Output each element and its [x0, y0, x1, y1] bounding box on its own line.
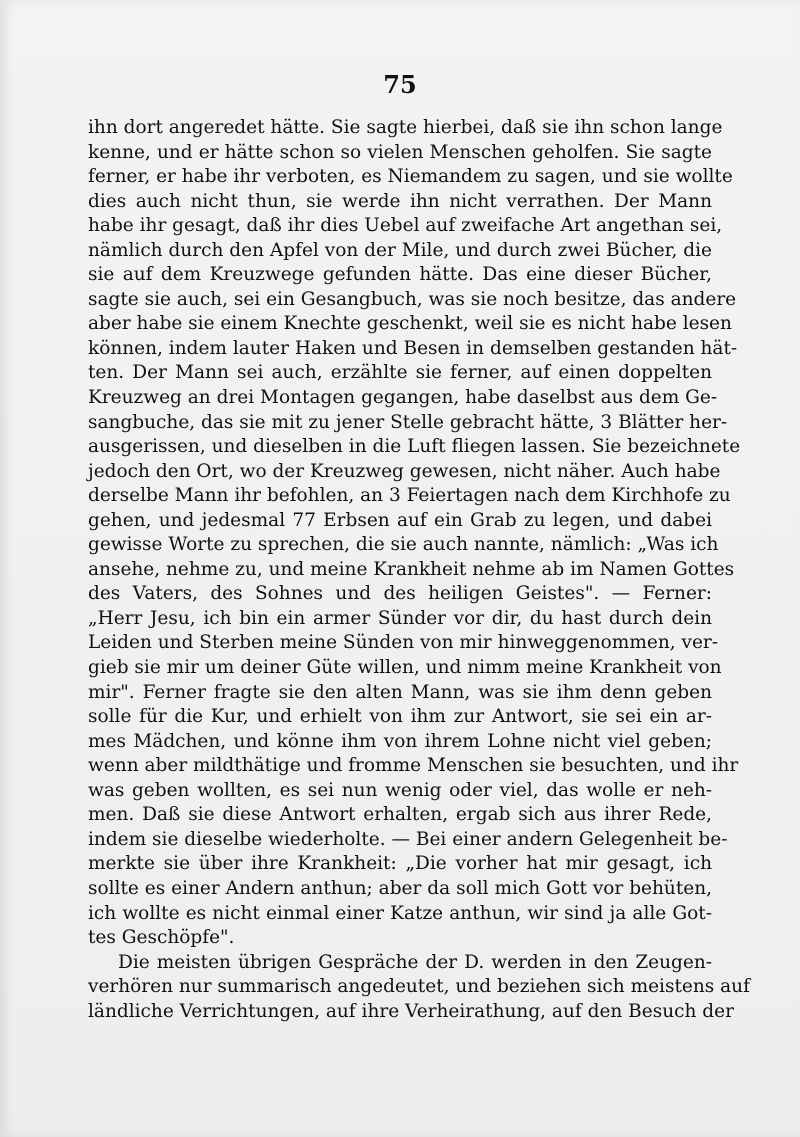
text-line: kenne, und er hätte schon so vielen Menschen geholfen. Sie sagte — [88, 141, 712, 163]
text-line: können, indem lauter Haken und Besen in demselben gestanden hät- — [88, 337, 738, 359]
page-number: 75 — [383, 70, 417, 99]
text-line: jedoch den Ort, wo der Kreuzweg gewesen, nicht näher. Auch habe — [88, 460, 721, 482]
text-line: ausgerissen, und dieselben in die Luft fliegen lassen. Sie bezeichnete — [88, 436, 741, 458]
text-line: nämlich durch den Apfel von der Mile, und durch zwei Bücher, die — [88, 239, 712, 261]
text-line: ansehe, nehme zu, und meine Krankheit nehme ab im Namen Gottes — [88, 558, 735, 580]
text-line: ten. Der Mann sei auch, erzählte sie ferner, auf einen doppelten — [88, 362, 712, 384]
text-line: verhören nur summarisch angedeutet, und beziehen sich meistens auf — [88, 976, 750, 998]
text-line: ihn dort angeredet hätte. Sie sagte hierbei, daß sie ihn schon lange — [88, 117, 723, 138]
text-line: sagte sie auch, sei ein Gesangbuch, was sie noch besitze, das andere — [88, 288, 737, 310]
text-line: dies auch nicht thun, sie werde ihn nicht verrathen. Der Mann — [88, 190, 712, 212]
text-line: Kreuzweg an drei Montagen gegangen, habe daselbst aus dem Ge- — [88, 387, 718, 409]
text-line: ferner, er habe ihr verboten, es Niemandem zu sagen, und sie wollte — [88, 166, 733, 188]
text-line: derselbe Mann ihr befohlen, an 3 Feiertagen nach dem Kirchhofe zu — [88, 485, 731, 507]
text-line: tes Geschöpfe". — [88, 927, 235, 949]
text-line: habe ihr gesagt, daß ihr dies Uebel auf zweifache Art angethan sei, — [88, 215, 723, 237]
text-line: men. Daß sie diese Antwort erhalten, ergab sich aus ihrer Rede, — [88, 804, 712, 826]
text-line: solle für die Kur, und erhielt von ihm zur Antwort, sie sei ein ar- — [88, 706, 712, 728]
text-line: merkte sie über ihre Krankheit: „Die vorher hat mir gesagt, ich — [88, 853, 712, 875]
text-line: sollte es einer Andern anthun; aber da soll mich Gott vor behüten, — [88, 877, 712, 899]
text-line: Die meisten übrigen Gespräche der D. werden in den Zeugen- — [118, 951, 712, 973]
text-line: gehen, und jedesmal 77 Erbsen auf ein Grab zu legen, und dabei — [88, 509, 712, 531]
text-line: indem sie dieselbe wiederholte. — Bei einer andern Gelegenheit be- — [88, 828, 728, 850]
text-line: „Herr Jesu, ich bin ein armer Sünder vor dir, du hast durch dein — [88, 607, 712, 629]
text-line: mir". Ferner fragte sie den alten Mann, was sie ihm denn geben — [88, 681, 712, 703]
text-line: wenn aber mildthätige und fromme Menschen sie besuchten, und ihr — [88, 755, 739, 777]
text-line: sangbuche, das sie mit zu jener Stelle gebracht hätte, 3 Blätter her- — [88, 411, 728, 433]
text-line: gieb sie mir um deiner Güte willen, und nimm meine Krankheit von — [88, 657, 722, 679]
text-line: was geben wollten, es sei nun wenig oder viel, das wolle er neh- — [88, 779, 712, 801]
text-line: mes Mädchen, und könne ihm von ihrem Lohne nicht viel geben; — [88, 730, 712, 752]
text-line: sie auf dem Kreuzwege gefunden hätte. Das eine dieser Bücher, — [88, 264, 712, 286]
text-line: ich wollte es nicht einmal einer Katze anthun, wir sind ja alle Got- — [88, 902, 712, 924]
text-line: gewisse Worte zu sprechen, die sie auch nannte, nämlich: „Was ich — [88, 534, 719, 556]
body-text — [88, 116, 750, 1024]
text-line: ländliche Verrichtungen, auf ihre Verheirathung, auf den Besuch der — [88, 1000, 734, 1022]
text-line: aber habe sie einem Knechte geschenkt, weil sie es nicht habe lesen — [88, 313, 732, 335]
text-line: Leiden und Sterben meine Sünden von mir hinweggenommen, ver- — [88, 632, 719, 654]
text-line: des Vaters, des Sohnes und des heiligen Geistes". — Ferner: — [88, 583, 712, 605]
